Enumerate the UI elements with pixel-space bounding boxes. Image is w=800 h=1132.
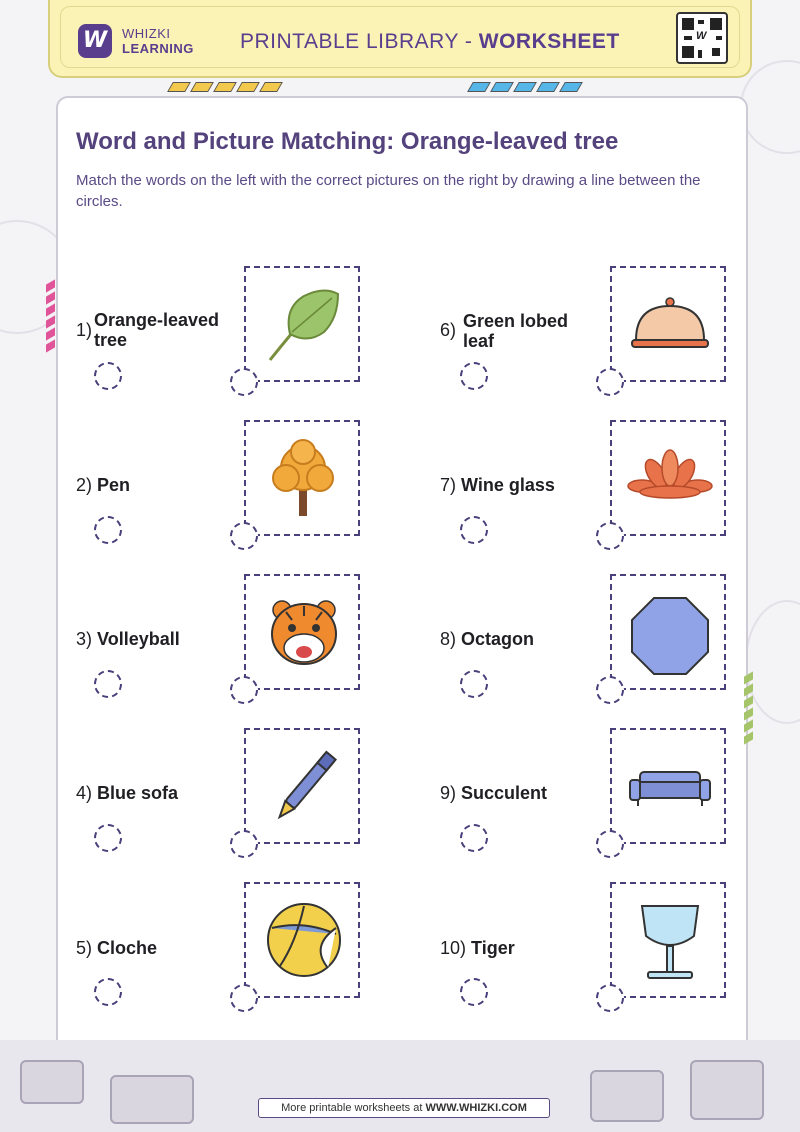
left-picture-5 (244, 882, 360, 998)
yellow-stripes (170, 82, 280, 90)
logo-line-2: LEARNING (122, 41, 194, 56)
left-item-5-label (76, 938, 157, 958)
pink-stripes (46, 282, 55, 354)
decorative-rock (690, 1060, 764, 1120)
green-stripes (744, 674, 753, 746)
right-picture-9 (610, 728, 726, 844)
footer-link-bar[interactable] (258, 1098, 550, 1118)
right-item-7-circle[interactable] (460, 516, 488, 544)
wine-glass-icon (612, 884, 728, 1000)
qr-code-icon[interactable] (676, 12, 728, 64)
right-item-10-word: Tiger (471, 938, 515, 958)
left-picture-3 (244, 574, 360, 690)
right-item-10-label (440, 938, 515, 958)
whizki-logo-icon: W (78, 24, 112, 58)
left-item-3-label (76, 629, 180, 649)
left-item-4-number: 4) (76, 783, 93, 803)
background-doodle (740, 60, 800, 154)
left-item-5-number: 5) (76, 938, 93, 958)
octagon-icon (612, 576, 728, 692)
tiger-icon (246, 576, 362, 692)
left-item-4-word: Blue sofa (97, 783, 179, 803)
decorative-rock (590, 1070, 664, 1122)
right-item-6-number: 6) (440, 320, 457, 340)
orange-tree-icon (246, 422, 362, 538)
right-item-10-circle[interactable] (460, 978, 488, 1006)
left-item-3-number: 3) (76, 629, 93, 649)
left-item-2-circle[interactable] (94, 516, 122, 544)
header-title-bold: WORKSHEET (478, 30, 620, 53)
left-picture-1 (244, 266, 360, 382)
left-item-1-circle[interactable] (94, 362, 122, 390)
logo-text (122, 26, 194, 56)
right-item-7-number: 7) (440, 475, 457, 495)
green-leaf-icon (246, 268, 362, 384)
right-picture-6 (610, 266, 726, 382)
right-item-8-label (440, 629, 534, 649)
right-item-6-circle[interactable] (460, 362, 488, 390)
left-picture-2 (244, 420, 360, 536)
header-title (240, 30, 620, 54)
left-item-5-word: Cloche (97, 938, 158, 958)
decorative-rock (20, 1060, 84, 1104)
right-item-9-number: 9) (440, 783, 457, 803)
header-banner (48, 0, 752, 78)
right-item-9-circle[interactable] (460, 824, 488, 852)
right-item-6-word: Green lobed leaf (463, 311, 569, 351)
right-item-7-label (440, 475, 555, 495)
left-picture-5-circle[interactable] (230, 984, 258, 1012)
left-item-4-circle[interactable] (94, 824, 122, 852)
right-item-8-word: Octagon (461, 629, 535, 649)
right-item-7-word: Wine glass (461, 475, 555, 495)
right-item-9-word: Succulent (461, 783, 548, 803)
left-picture-4-circle[interactable] (230, 830, 258, 858)
left-item-4-label (76, 783, 178, 803)
header-title-regular: PRINTABLE LIBRARY - (240, 30, 479, 53)
left-picture-3-circle[interactable] (230, 676, 258, 704)
right-picture-6-circle[interactable] (596, 368, 624, 396)
right-picture-7 (610, 420, 726, 536)
right-picture-9-circle[interactable] (596, 830, 624, 858)
blue-sofa-icon (612, 730, 728, 846)
decorative-rock (110, 1075, 194, 1124)
right-item-8-circle[interactable] (460, 670, 488, 698)
left-picture-4 (244, 728, 360, 844)
left-picture-2-circle[interactable] (230, 522, 258, 550)
worksheet-title: Word and Picture Matching: Orange-leaved tree (76, 128, 619, 155)
left-item-2-number: 2) (76, 475, 93, 495)
left-item-1-word: Orange-leaved tree (94, 310, 220, 350)
footer-text: More printable worksheets at (281, 1102, 426, 1114)
right-picture-10-circle[interactable] (596, 984, 624, 1012)
right-picture-8-circle[interactable] (596, 676, 624, 704)
left-picture-1-circle[interactable] (230, 368, 258, 396)
worksheet-instructions: Match the words on the left with the correct pictures on the right by drawing a line between the circles. (76, 172, 701, 210)
blue-stripes (470, 82, 580, 90)
left-item-5-circle[interactable] (94, 978, 122, 1006)
left-item-2-word: Pen (97, 475, 131, 495)
pen-icon (246, 730, 362, 846)
left-item-1-number: 1) (76, 320, 93, 340)
right-item-8-number: 8) (440, 629, 457, 649)
succulent-icon (612, 422, 728, 538)
right-item-10-number: 10) (440, 938, 467, 958)
left-item-3-word: Volleyball (97, 629, 180, 649)
qr-center-mark: W (696, 30, 707, 42)
cloche-icon (612, 268, 728, 384)
logo-line-1: WHIZKI (122, 26, 171, 41)
left-item-3-circle[interactable] (94, 670, 122, 698)
right-item-9-label (440, 783, 547, 803)
right-picture-7-circle[interactable] (596, 522, 624, 550)
right-picture-8 (610, 574, 726, 690)
right-picture-10 (610, 882, 726, 998)
volleyball-icon (246, 884, 362, 1000)
background-doodle (745, 600, 800, 724)
footer-link[interactable]: WWW.WHIZKI.COM (425, 1102, 527, 1114)
left-item-2-label (76, 475, 130, 495)
